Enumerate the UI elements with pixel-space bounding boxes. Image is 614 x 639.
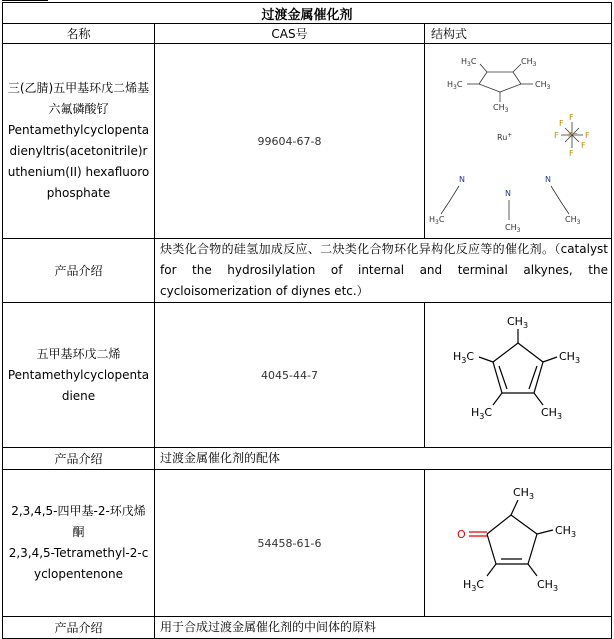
methyl-label: $CH_3$ [559, 350, 581, 365]
product-name-cn: 三(乙腈)五甲基环戊二烯基六氟磷酸钌 [7, 81, 150, 116]
product-name-cell [3, 470, 155, 617]
nitrogen-label: N [505, 189, 511, 198]
intro-row [3, 448, 612, 470]
acetonitrile-methyl-label: $CH_3$ [505, 223, 521, 234]
methyl-label: $CH_3$ [555, 524, 577, 539]
fluorine-label: F [569, 149, 574, 158]
product-name-en: 2,3,4,5-Tetramethyl-2-cyclopentenone [8, 546, 149, 581]
product-row [3, 470, 612, 617]
ru-methyl-label: $CH_3$ [521, 57, 537, 68]
product-row [3, 44, 612, 239]
ru-methyl-label: $H_3C$ [461, 57, 477, 68]
ru-methyl-label: $H_3C$ [447, 80, 463, 91]
header-row [3, 24, 612, 44]
structure-pentamethylcyclopentadiene [425, 303, 612, 448]
oxygen-label: O [457, 528, 466, 541]
methyl-label: $H_3C$ [463, 578, 485, 593]
structure-ru-complex [425, 44, 612, 239]
structure-tetramethylcyclopentenone [425, 470, 612, 617]
intro-label: 产品介绍 [3, 239, 155, 303]
ru-complex-structure-image [425, 44, 611, 234]
fluorine-label: F [554, 131, 559, 140]
catalyst-table [2, 2, 612, 639]
intro-label: 产品介绍 [3, 617, 155, 639]
table-title: 过渡金属催化剂 [3, 3, 612, 24]
fluorine-label: F [581, 141, 586, 150]
top-edge-mark [2, 0, 48, 1]
ru-atom-label: Ru+ [497, 132, 513, 142]
acetonitrile-methyl-label: $H_3C$ [429, 215, 445, 226]
fluorine-label: F [569, 113, 574, 122]
title-row [3, 3, 612, 24]
phosphorus-label: P− [568, 130, 578, 140]
methyl-label: $H_3C$ [453, 350, 475, 365]
intro-row [3, 617, 612, 639]
product-name-cn: 五甲基环戊二烯 [36, 346, 121, 361]
product-cas: 54458-61-6 [155, 470, 425, 617]
cyclopentenone-structure-image [425, 470, 611, 612]
nitrogen-label: N [459, 175, 465, 184]
product-name-cell [3, 44, 155, 239]
intro-text: 过渡金属催化剂的配体 [155, 448, 612, 470]
fluorine-label: F [585, 131, 590, 140]
header-name: 名称 [3, 24, 155, 44]
intro-text: 炔类化合物的硅氢加成反应、二炔类化合物环化异构化反应等的催化剂。（catalyst for the hydrosilylation of internal and terminal alkynes, the cycloisomerization of diynes etc.） [155, 239, 612, 303]
fluorine-label: F [559, 119, 564, 128]
header-cas: CAS号 [155, 24, 425, 44]
ru-methyl-label: $CH_3$ [493, 103, 509, 114]
nitrogen-label: N [545, 175, 551, 184]
methyl-label: $CH_3$ [541, 406, 563, 421]
ru-methyl-label: $CH_3$ [535, 80, 551, 91]
product-name-cell [3, 303, 155, 448]
product-cas: 99604-67-8 [155, 44, 425, 239]
header-structure: 结构式 [425, 24, 612, 44]
cp-structure-image [425, 303, 611, 443]
intro-text: 用于合成过渡金属催化剂的中间体的原料 [155, 617, 612, 639]
methyl-label: $CH_3$ [513, 486, 535, 501]
product-name-cn: 2,3,4,5-四甲基-2-环戊烯酮 [11, 504, 146, 539]
product-cas: 4045-44-7 [155, 303, 425, 448]
intro-label: 产品介绍 [3, 448, 155, 470]
methyl-label: $H_3C$ [471, 406, 493, 421]
methyl-label: $CH_3$ [507, 315, 529, 330]
product-row [3, 303, 612, 448]
acetonitrile-methyl-label: $CH_3$ [565, 215, 581, 226]
intro-row [3, 239, 612, 303]
methyl-label: $CH_3$ [537, 578, 559, 593]
product-name-en: Pentamethylcyclopentadiene [7, 367, 150, 403]
product-name-en: Pentamethylcyclopentadienyltris(acetonitrile)ruthenium(II) hexafluorophosphate [7, 123, 150, 200]
